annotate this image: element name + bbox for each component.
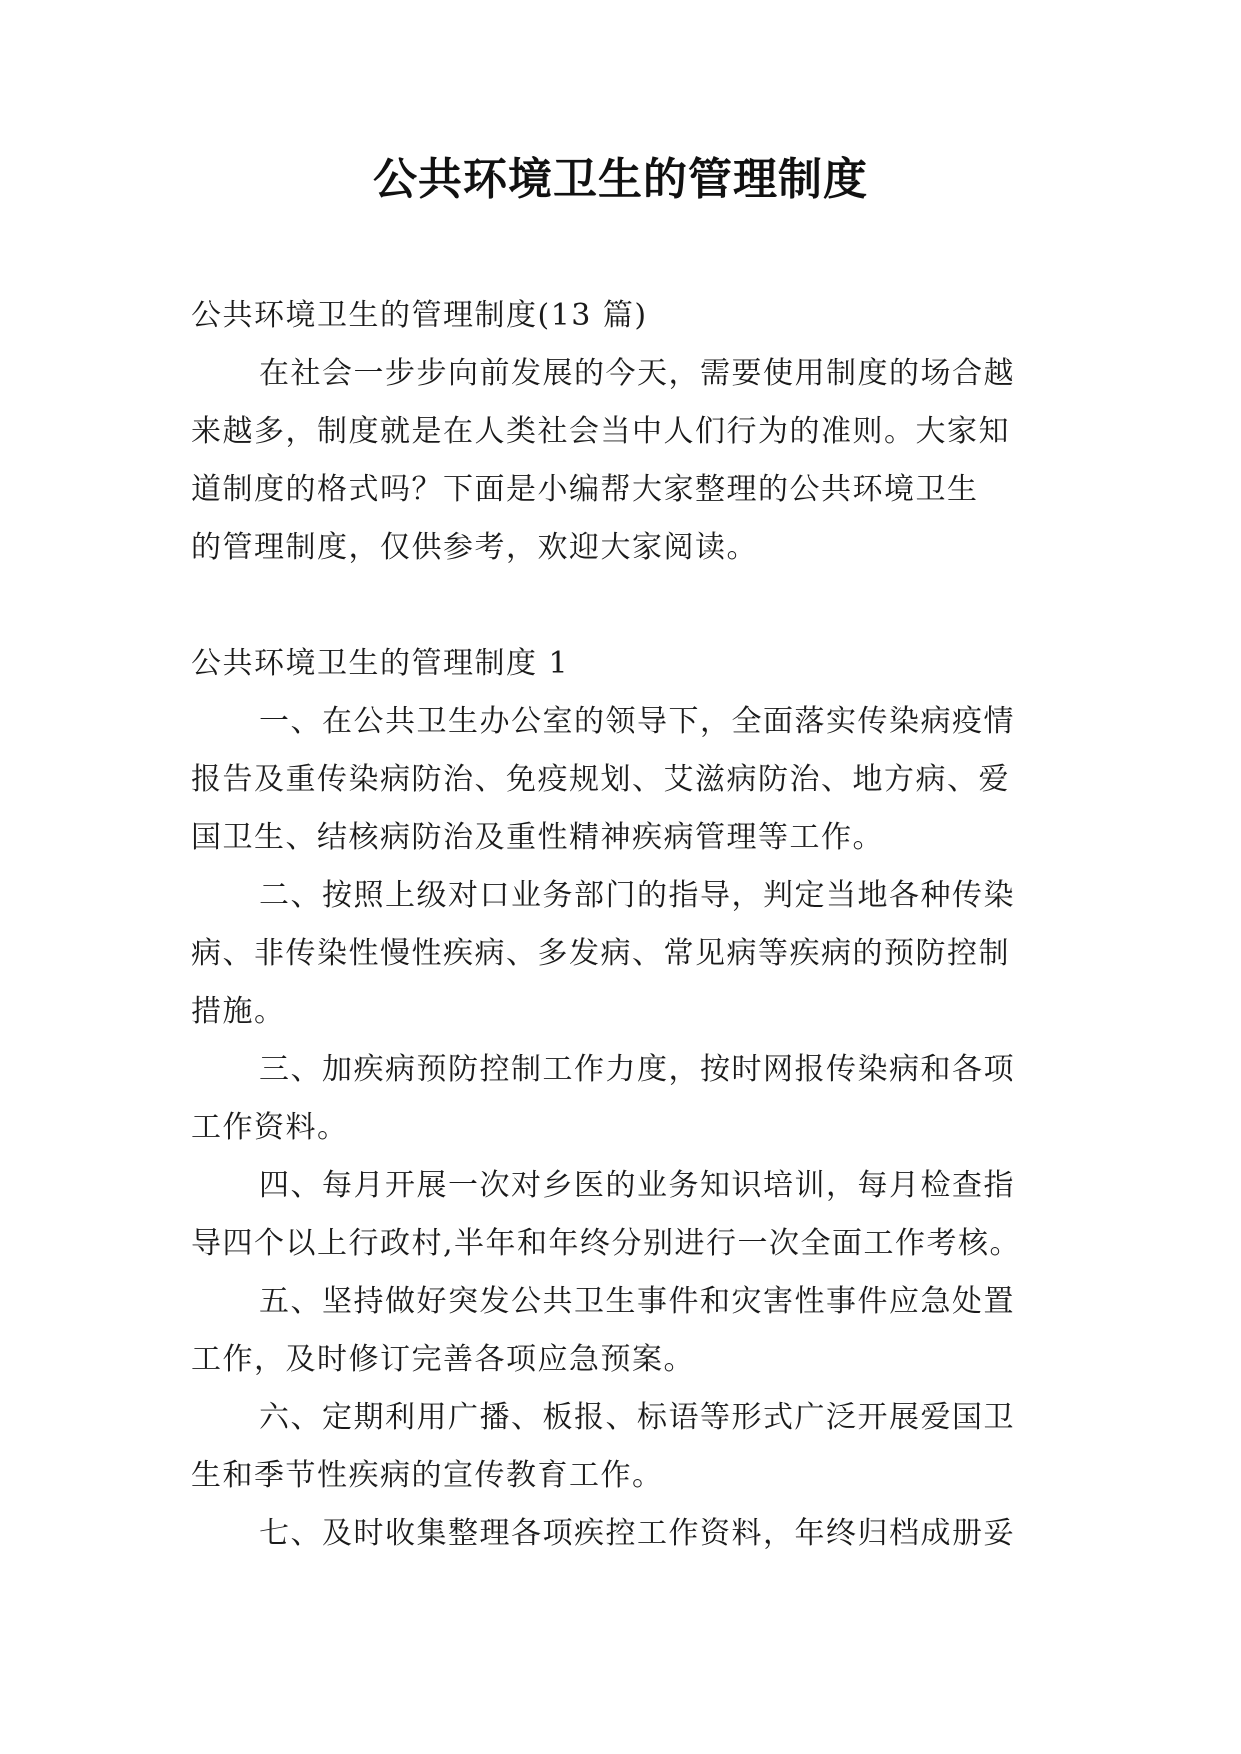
document-title: 公共环境卫生的管理制度	[373, 154, 868, 205]
rule-item-line: 生和季节性疾病的宣传教育工作。	[191, 1458, 664, 1493]
rule-item-line: 工作，及时修订完善各项应急预案。	[191, 1342, 695, 1377]
rule-item-line: 六、定期利用广播、板报、标语等形式广泛开展爱国卫	[259, 1400, 1015, 1435]
rule-item-line: 二、按照上级对口业务部门的指导，判定当地各种传染	[259, 878, 1015, 913]
intro-paragraph-line: 道制度的格式吗？下面是小编帮大家整理的公共环境卫生	[191, 472, 979, 507]
intro-paragraph-line: 的管理制度，仅供参考，欢迎大家阅读。	[191, 530, 758, 565]
rule-item-line: 四、每月开展一次对乡医的业务知识培训，每月检查指	[259, 1168, 1015, 1203]
document-body	[191, 287, 1051, 1563]
intro-paragraph-line: 来越多，制度就是在人类社会当中人们行为的准则。大家知	[191, 414, 1010, 449]
rule-item-line: 五、坚持做好突发公共卫生事件和灾害性事件应急处置	[259, 1284, 1015, 1319]
rule-item-line: 导四个以上行政村,半年和年终分别进行一次全面工作考核。	[191, 1226, 1022, 1261]
rule-item-line: 病、非传染性慢性疾病、多发病、常见病等疾病的预防控制	[191, 936, 1010, 971]
rule-item-line: 一、在公共卫生办公室的领导下，全面落实传染病疫情	[259, 704, 1015, 739]
intro-paragraph-line: 在社会一步步向前发展的今天，需要使用制度的场合越	[259, 356, 1015, 391]
rule-item-line: 三、加疾病预防控制工作力度，按时网报传染病和各项	[259, 1052, 1015, 1087]
subtitle-line: 公共环境卫生的管理制度(13 篇)	[191, 298, 648, 333]
section-spacer	[191, 577, 1051, 635]
rule-item-line: 措施。	[191, 994, 286, 1029]
rule-item-line: 报告及重传染病防治、免疫规划、艾滋病防治、地方病、爱	[191, 762, 1010, 797]
rule-item-line: 国卫生、结核病防治及重性精神疾病管理等工作。	[191, 820, 884, 855]
rule-item-line: 工作资料。	[191, 1110, 349, 1145]
rule-item-line: 七、及时收集整理各项疾控工作资料，年终归档成册妥	[259, 1516, 1015, 1551]
section-heading: 公共环境卫生的管理制度 1	[191, 646, 570, 681]
